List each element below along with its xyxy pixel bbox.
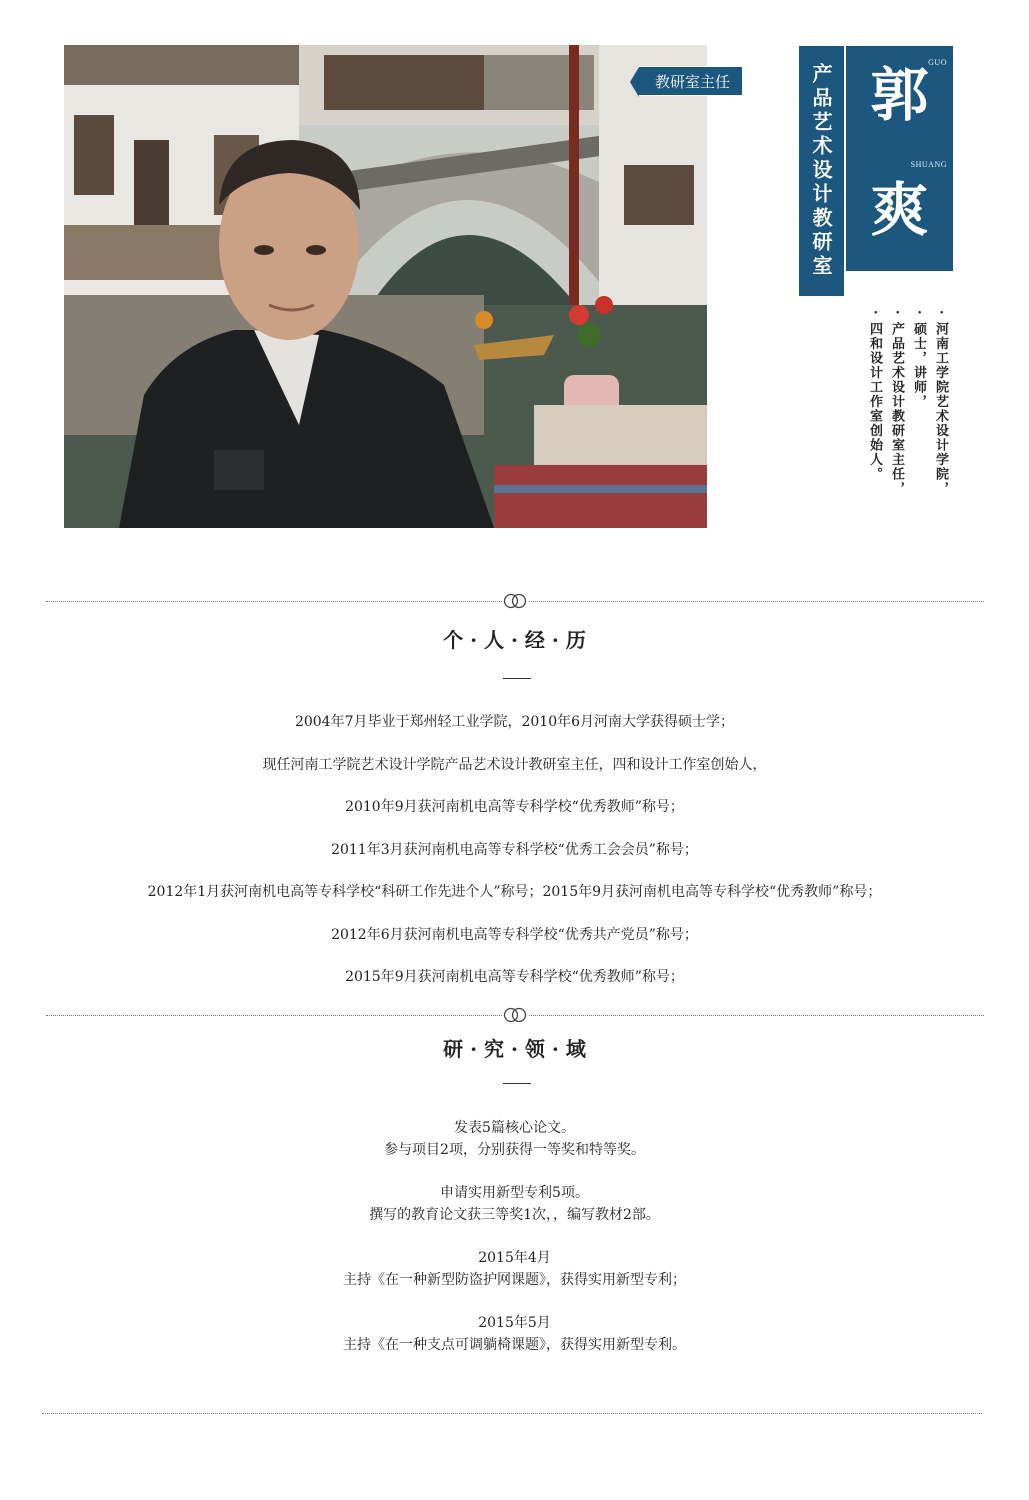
research-group bbox=[0, 1117, 1029, 1161]
portrait-photo bbox=[64, 45, 707, 528]
name-given: 爽 bbox=[870, 176, 929, 244]
position-tag: 教研室主任 bbox=[638, 66, 743, 96]
experience-title: 个 · 人 · 经 · 历 bbox=[443, 628, 586, 652]
research-line: 2015年5月 bbox=[478, 1315, 551, 1331]
list-item: 现任河南工学院艺术设计学院产品艺术设计教研室主任，四和设计工作室创始人， bbox=[262, 756, 767, 773]
research-line: 2015年4月 bbox=[478, 1250, 551, 1266]
research-line: 主持《在一种新型防盗护网课题》，获得实用新型专利； bbox=[343, 1272, 686, 1288]
title-underline bbox=[503, 1083, 531, 1084]
research-line: 参与项目2项，分别获得一等奖和特等奖。 bbox=[384, 1142, 645, 1158]
research-line: 撰写的教育论文获三等奖1次，，编写教材2部。 bbox=[369, 1207, 660, 1223]
research-group bbox=[0, 1247, 1029, 1291]
rings-icon bbox=[502, 593, 528, 609]
title-underline bbox=[503, 678, 531, 679]
research-line: 申请实用新型专利5项。 bbox=[440, 1185, 589, 1201]
list-item: 2004年7月毕业于郑州轻工业学院，2010年6月河南大学获得硕士学； bbox=[294, 714, 735, 730]
pinyin-given-name: SHUANG bbox=[910, 160, 947, 169]
footer-divider bbox=[42, 1413, 982, 1414]
rings-icon bbox=[502, 1007, 528, 1023]
bio-line: · 产品艺术设计教研室主任， bbox=[889, 310, 904, 497]
bio-line: · 四和设计工作室创始人。 bbox=[867, 310, 882, 482]
department-label: 产品艺术设计教研室 bbox=[799, 46, 844, 296]
research-title: 研 · 究 · 领 · 域 bbox=[443, 1037, 586, 1061]
list-item: 2011年3月获河南机电高等专科学校“优秀工会会员”称号； bbox=[331, 841, 698, 858]
pinyin-surname: GUO bbox=[928, 58, 947, 67]
name-surname: 郭 bbox=[870, 61, 929, 129]
research-group bbox=[0, 1182, 1029, 1226]
bio-line: · 硕士，讲师， bbox=[911, 310, 926, 410]
list-item: 2012年1月获河南机电高等专科学校“科研工作先进个人”称号；2015年9月获河南机电高等专科学校“优秀教师”称号； bbox=[147, 884, 882, 900]
experience-list bbox=[0, 712, 1029, 1010]
research-group bbox=[0, 1312, 1029, 1356]
bio-list bbox=[866, 310, 948, 510]
research-line: 发表5篇核心论文。 bbox=[454, 1120, 575, 1136]
list-item: 2012年6月获河南机电高等专科学校“优秀共产党员”称号； bbox=[331, 926, 698, 943]
research-line: 主持《在一种支点可调躺椅课题》，获得实用新型专利。 bbox=[343, 1337, 686, 1353]
list-item: 2010年9月获河南机电高等专科学校“优秀教师”称号； bbox=[345, 799, 684, 815]
list-item: 2015年9月获河南机电高等专科学校“优秀教师”称号； bbox=[345, 969, 684, 985]
name-block bbox=[846, 46, 953, 271]
research-list bbox=[0, 1117, 1029, 1377]
bio-line: · 河南工学院艺术设计学院， bbox=[933, 310, 948, 497]
